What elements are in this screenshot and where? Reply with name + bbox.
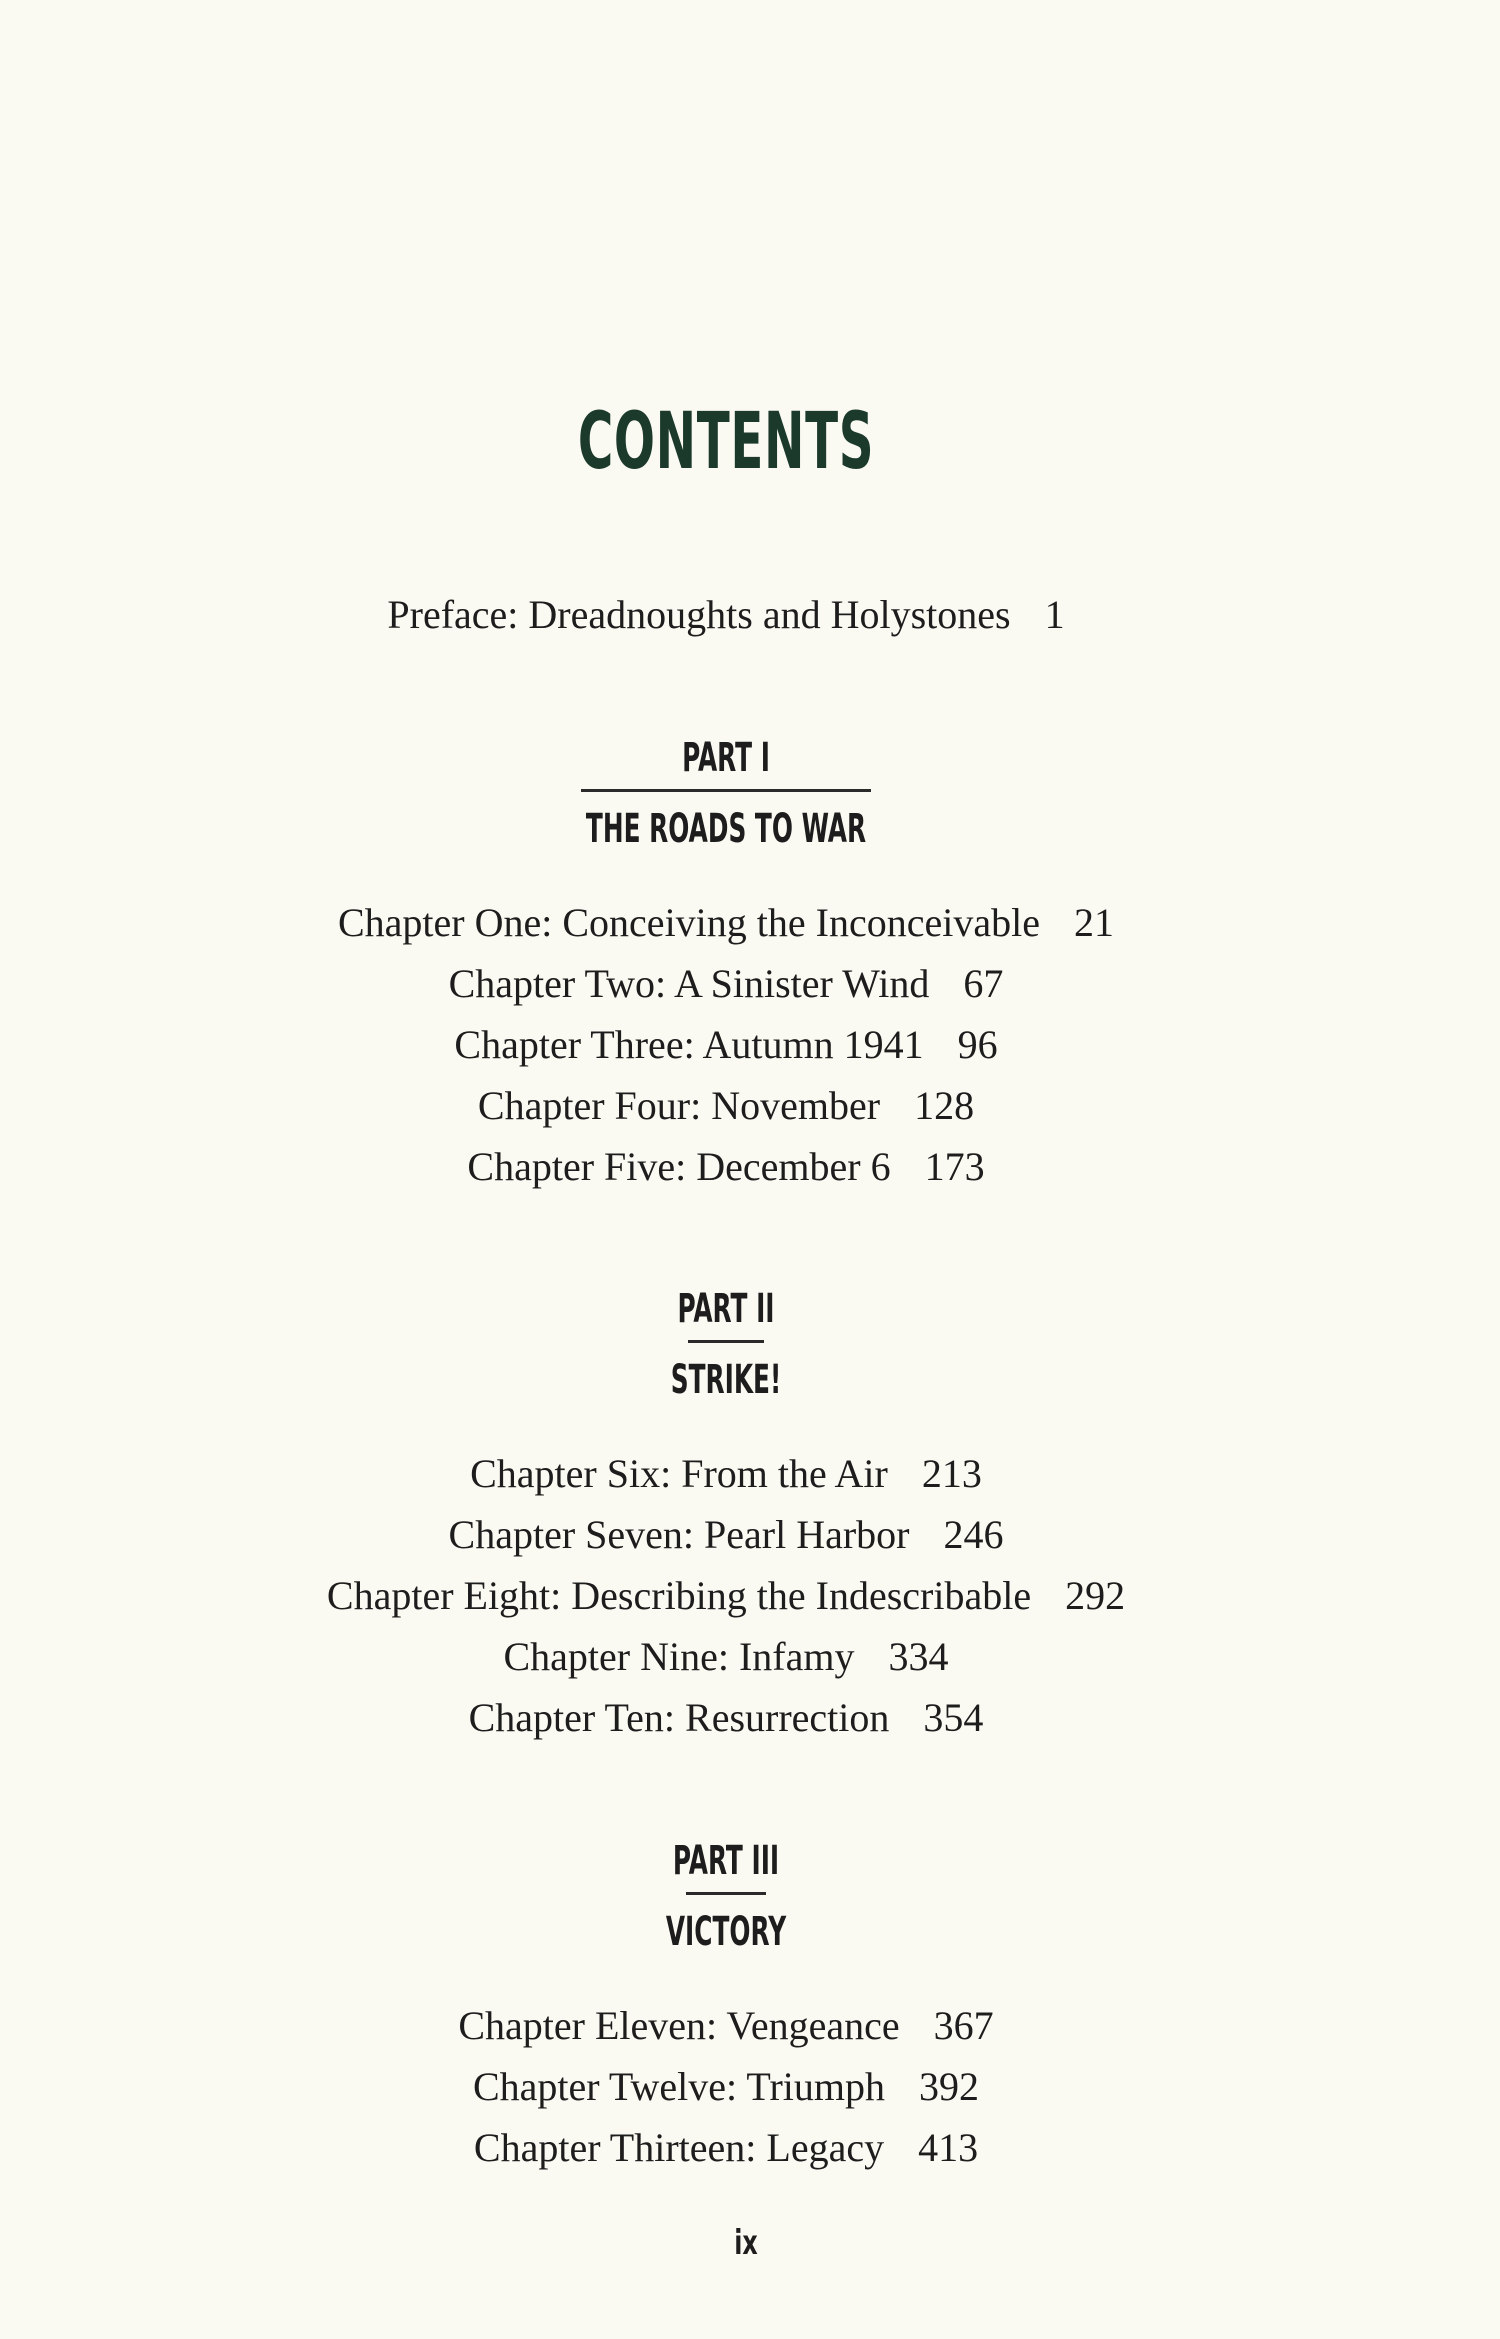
toc-entry[interactable]	[0, 1571, 1452, 1621]
toc-entry-label: Chapter Eight: Describing the Indescribable	[326, 1573, 1032, 1618]
toc-entry-page: 1	[1044, 592, 1065, 637]
toc-entry-label: Chapter Six: From the Air	[470, 1451, 888, 1496]
toc-entry[interactable]	[0, 959, 1452, 1009]
part-label: PART III	[672, 1838, 780, 1884]
toc-entry-label: Chapter Eleven: Vengeance	[458, 2003, 900, 2048]
toc-entry-page: 292	[1065, 1573, 1126, 1618]
toc-entry-page: 334	[888, 1634, 949, 1679]
toc-entry-page: 173	[924, 1144, 985, 1189]
toc-entry-label: Chapter Five: December 6	[467, 1144, 891, 1189]
toc-entry-page: 354	[923, 1695, 984, 1740]
toc-entry[interactable]	[0, 2062, 1452, 2112]
toc-entry-page: 246	[943, 1512, 1004, 1557]
toc-entry[interactable]	[0, 2001, 1452, 2051]
toc-entry-label: Chapter Twelve: Triumph	[472, 2064, 885, 2109]
part-divider	[581, 789, 871, 792]
toc-entry-page: 213	[921, 1451, 982, 1496]
page-title: CONTENTS	[577, 397, 875, 487]
toc-entry[interactable]	[0, 1510, 1452, 1560]
part-name: THE ROADS TO WAR	[585, 806, 867, 852]
toc-entry[interactable]	[0, 1020, 1452, 1070]
toc-entry[interactable]	[0, 2123, 1452, 2173]
toc-entry[interactable]	[0, 1081, 1452, 1131]
toc-entry-page: 67	[963, 961, 1004, 1006]
toc-entry-label: Chapter Three: Autumn 1941	[454, 1022, 924, 1067]
part-label: PART II	[677, 1286, 775, 1332]
toc-entry-label: Chapter Four: November	[477, 1083, 881, 1128]
toc-entry-page: 128	[914, 1083, 975, 1128]
toc-entry[interactable]	[0, 1693, 1452, 1743]
toc-entry-label: Chapter Two: A Sinister Wind	[448, 961, 930, 1006]
toc-entry-page: 367	[933, 2003, 994, 2048]
toc-entry-page: 96	[957, 1022, 998, 1067]
toc-entry-preface[interactable]	[0, 590, 1452, 640]
toc-entry-label: Chapter Thirteen: Legacy	[473, 2125, 885, 2170]
toc-entry-page: 392	[919, 2064, 979, 2109]
part-heading-2	[0, 1284, 1452, 1405]
toc-entry-label: Chapter Nine: Infamy	[503, 1634, 855, 1679]
toc-entry-label: Preface: Dreadnoughts and Holystones	[387, 592, 1011, 637]
toc-entry-label: Chapter Seven: Pearl Harbor	[448, 1512, 910, 1557]
page-number: ix	[734, 2223, 758, 2263]
toc-entry[interactable]	[0, 898, 1452, 948]
toc-entry-page: 21	[1073, 900, 1114, 945]
part-label: PART I	[682, 735, 770, 781]
toc-entry[interactable]	[0, 1632, 1452, 1682]
toc-entry[interactable]	[0, 1449, 1452, 1499]
toc-entry-page: 413	[918, 2125, 979, 2170]
part-divider	[686, 1892, 766, 1895]
part-name: STRIKE!	[670, 1357, 782, 1403]
part-heading-3	[0, 1836, 1452, 1957]
toc-entry[interactable]	[0, 1142, 1452, 1192]
part-divider	[688, 1340, 764, 1343]
toc-entry-label: Chapter One: Conceiving the Inconceivable	[338, 900, 1040, 945]
toc-entry-label: Chapter Ten: Resurrection	[468, 1695, 890, 1740]
part-name: VICTORY	[665, 1909, 787, 1955]
part-heading-1	[0, 733, 1452, 854]
